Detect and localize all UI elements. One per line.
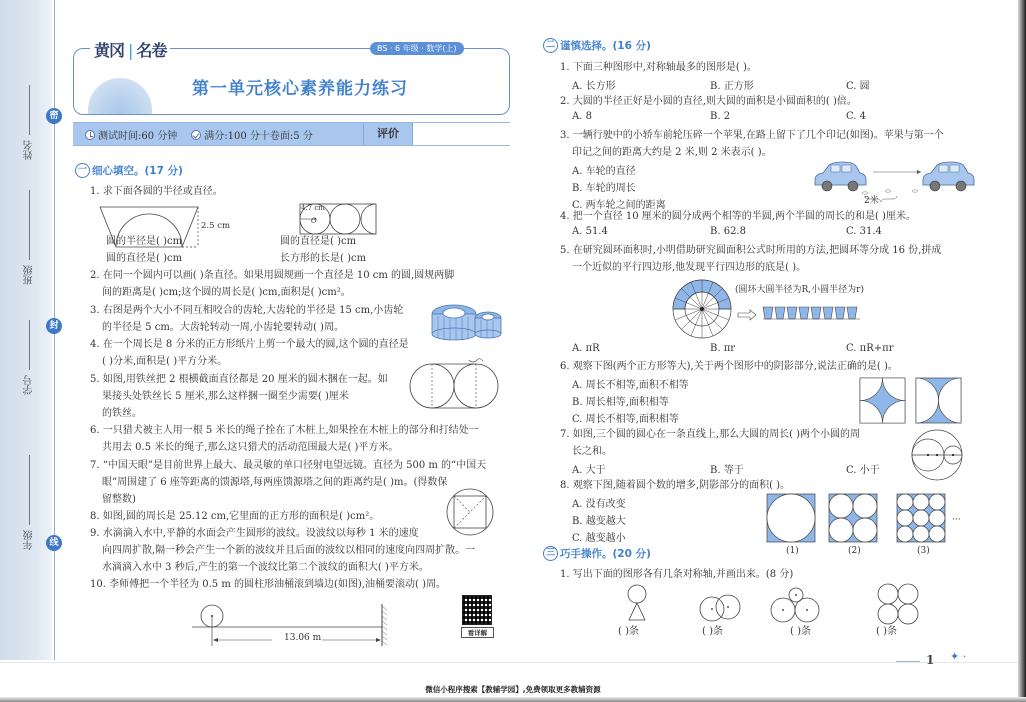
s1-q1-stem: 1. 求下面各圆的半径或直径。	[90, 186, 223, 197]
binding-margin	[0, 0, 52, 660]
s1-q6-line1: 6. 一只猎犬被主人用一根 5 米长的绳子拴在了木桩上,如果拴在木桩上的部分和打结处一	[90, 425, 479, 436]
q1-a1[interactable]: 圆的半径是( )cm	[106, 236, 183, 247]
s2-q7-option-a[interactable]: A. 大于	[572, 465, 606, 476]
s1-q9-line3[interactable]: 水滴滴入水中 3 秒后,产生的第一个波纹比第二个波纹的面积大( )平方米。	[102, 562, 429, 573]
s2-q4-stem: 4. 把一个直径 10 厘米的圆分成两个相等的半圆,两个半圆的周长的和是( )厘米。	[560, 211, 916, 222]
q10-distance-label: 13.06 m	[284, 633, 322, 643]
section3-heading	[543, 546, 651, 561]
s2-q8-option-b[interactable]: B. 越变越大	[572, 516, 626, 527]
page-divider	[0, 662, 1018, 663]
section1-title: 细心填空。(17 分)	[92, 165, 183, 177]
field-id-line[interactable]	[29, 320, 30, 370]
clock-icon	[85, 130, 95, 140]
s2-q8-fig-label-2: (2)	[848, 546, 861, 556]
s2-q1-option-b[interactable]: B. 正方形	[710, 81, 754, 92]
q1-fig-b-label: 4.7 cm	[301, 204, 325, 212]
qr-code[interactable]	[462, 595, 492, 625]
field-name-line[interactable]	[29, 85, 30, 135]
s1-q4-line1: 4. 在一个周长是 8 分米的正方形纸片上剪一个最大的圆,这个圆的直径是	[90, 339, 409, 350]
s2-q5-figure-note: (圆环大圆半径为R,小圆半径为r)	[735, 285, 864, 295]
s2-q7-option-c[interactable]: C. 小于	[846, 465, 880, 476]
brand-logo	[90, 38, 170, 61]
seal-mi: 密	[46, 108, 62, 124]
s2-q4-option-a[interactable]: A. 51.4	[572, 226, 608, 237]
s2-q8-option-a[interactable]: A. 没有改变	[572, 499, 626, 510]
section-number-icon: 一	[75, 163, 90, 178]
qr-detail-label[interactable]: 看详解	[461, 627, 494, 638]
field-class-label: 班级	[24, 265, 35, 285]
s1-q2-line2[interactable]: 间的距离是( )cm;这个圆的周长是( )cm,面积是( )cm²。	[102, 287, 351, 298]
field-grade-line[interactable]	[29, 455, 30, 525]
s1-q7-line1: 7. “中国天眼”是目前世界上最大、最灵敏的单口径射电望远镜。直径为 500 m 的“中国天	[90, 460, 487, 471]
s2-q2-option-c[interactable]: C. 4	[846, 111, 867, 122]
s2-q1-stem: 1. 下面三种图形中,对称轴最多的图形是( )。	[560, 62, 757, 73]
page-num-rule-left	[896, 661, 920, 662]
figure-four-circles	[878, 584, 918, 624]
s2-q3-stem-line2: 印记之间的距离大约是 2 米,则 2 米表示( )。	[572, 147, 772, 158]
q1-fig-a-label: 2.5 cm	[201, 221, 231, 231]
scan-edge-bottom	[0, 697, 1026, 702]
seal-xian: 线	[46, 535, 62, 551]
s2-q7-option-b[interactable]: B. 等于	[710, 465, 744, 476]
s3-q1-stem: 1. 写出下面的图形各有几条对称轴,并画出来。(8 分)	[560, 569, 794, 580]
test-time	[85, 127, 177, 142]
gears-figure	[430, 302, 510, 347]
three-circles-figure	[911, 429, 967, 481]
s2-q4-option-c[interactable]: C. 31.4	[846, 226, 882, 237]
s3-q1-blank-1[interactable]: ( )条	[618, 626, 639, 637]
s2-q1-option-c[interactable]: C. 圆	[846, 81, 870, 92]
s1-q5-line3: 的铁丝。	[102, 408, 142, 419]
full-score-text: 满分:100 分十卷面:5 分	[204, 130, 313, 142]
s2-q1-option-a[interactable]: A. 长方形	[572, 81, 616, 92]
s1-q7-line2[interactable]: 眼”周围建了 6 座等距离的馈源塔,每两座馈源塔之间的距离约是( )m。(得数保	[102, 477, 448, 488]
s1-q9-line1: 9. 水滴滴入水中,平静的水面会产生圆形的波纹。设波纹以每秒 1 米的速度	[90, 528, 419, 539]
section-number-icon: 三	[543, 546, 558, 561]
s2-q4-option-b[interactable]: B. 62.8	[710, 226, 746, 237]
section-number-icon: 二	[543, 38, 558, 53]
star-decoration-icon: ✦ ·	[950, 650, 967, 663]
s2-q2-stem: 2. 大圆的半径正好是小圆的直径,则大圆的面积是小圆面积的( )倍。	[560, 96, 857, 107]
info-bar	[73, 122, 510, 146]
s2-q2-option-b[interactable]: B. 2	[710, 111, 731, 122]
s2-q3-option-b[interactable]: B. 车轮的周长	[572, 183, 636, 194]
s1-q4-line2[interactable]: ( )分米,面积是( )平方分米。	[102, 356, 228, 367]
s1-q5-line1: 5. 如图,用铁丝把 2 根横截面直径都是 20 厘米的圆木捆在一起。如	[90, 374, 388, 385]
s2-q6-option-b[interactable]: B. 周长相等,面积相等	[572, 397, 669, 408]
section2-heading	[543, 38, 651, 53]
s2-q5-option-c[interactable]: C. πR+πr	[846, 343, 894, 354]
s1-q7-line3: 留整数)	[102, 494, 136, 505]
s1-q10[interactable]: 10. 李师傅把一个半径为 0.5 m 的圆柱形油桶滚到墙边(如图),油桶要滚动( )周。	[90, 579, 446, 590]
check-icon	[191, 130, 201, 140]
rating-label: 评价	[363, 123, 413, 145]
section1-heading	[75, 163, 183, 178]
s2-q2-option-a[interactable]: A. 8	[572, 111, 592, 122]
figure-two-overlapping-circles	[700, 595, 740, 621]
s2-q5-option-b[interactable]: B. πr	[710, 343, 736, 354]
symmetry-figures	[600, 584, 900, 626]
brand-part1: 黄冈	[94, 41, 125, 60]
s2-q8-ellipsis: ···	[952, 515, 961, 525]
two-squares-figure	[860, 378, 970, 424]
circle-square-figure	[446, 488, 496, 538]
s2-q5-option-a[interactable]: A. πR	[572, 343, 600, 354]
brand-part2: 名卷	[136, 41, 167, 60]
field-id-label: 学号	[24, 375, 35, 395]
s1-q3-line2[interactable]: 的半径是 5 cm。大齿轮转动一周,小齿轮要转动( )周。	[102, 322, 344, 333]
s2-q6-stem: 6. 观察下图(两个正方形等大),关于两个图形中的阴影部分,说法正确的是( )。	[560, 361, 898, 372]
field-class-line[interactable]	[29, 190, 30, 260]
s2-q3-option-a[interactable]: A. 车轮的直径	[572, 166, 636, 177]
circles-in-square-figure	[767, 494, 967, 544]
q1-b1[interactable]: 圆的直径是( )cm	[280, 236, 357, 247]
s2-q3-figure-label: 2米	[864, 196, 879, 206]
s2-q8-stem: 8. 观察下图,随着圆个数的增多,阴影部分的面积( )。	[560, 480, 791, 491]
grade-badge: BS · 6 年级 · 数学(上)	[370, 42, 464, 55]
s3-q1-blank-2[interactable]: ( )条	[702, 626, 723, 637]
s1-q5-line2[interactable]: 果接头处铁丝长 5 厘米,那么这样捆一圈至少需要( )厘米	[102, 391, 349, 402]
page-title: 第一单元核心素养能力练习	[192, 79, 408, 99]
figure-circle-triangle	[628, 585, 646, 620]
s2-q6-option-a[interactable]: A. 周长不相等,面积不相等	[572, 380, 689, 391]
figure-three-circles	[771, 588, 819, 622]
car-right-icon	[923, 162, 974, 191]
seal-feng: 封	[46, 318, 62, 334]
s2-q6-option-c[interactable]: C. 周长不相等,面积相等	[572, 414, 679, 425]
s2-q8-fig-label-1: (1)	[786, 546, 799, 556]
brand-feather-icon: ❘	[124, 41, 137, 60]
section2-title: 谨慎选择。(16 分)	[560, 40, 651, 52]
s2-q5-stem-line2: 一个近似的平行四边形,他发现平行四边形的底是( )。	[572, 262, 807, 273]
s3-q1-blank-3[interactable]: ( )条	[790, 626, 811, 637]
s2-q3-stem-line1: 3. 一辆行驶中的小轿车前轮压碎一个苹果,在路上留下了几个印记(如图)。苹果与第一个	[560, 130, 944, 141]
s3-q1-blank-4[interactable]: ( )条	[876, 626, 897, 637]
car-left-icon	[815, 162, 866, 191]
field-name-label: 姓名	[24, 140, 35, 160]
q1-b2[interactable]: 长方形的长是( )cm	[280, 253, 367, 264]
s1-q2-line1: 2. 在同一个圆内可以画( )条直径。如果用圆规画一个直径是 10 cm 的圆,圆规两脚	[90, 270, 455, 281]
scan-edge-right	[1018, 0, 1026, 702]
test-time-text: 测试时间:60 分钟	[98, 130, 178, 142]
s1-q3-line1: 3. 右图是两个大小不同互相咬合的齿轮,大齿轮的半径是 15 cm,小齿轮	[90, 305, 404, 316]
footer-note: 微信小程序搜索【教辅学园】,免费领取更多教辅资源	[425, 685, 601, 694]
s2-q3-option-c[interactable]: C. 两车轮之间的距离	[572, 200, 666, 211]
page-number: 1	[926, 653, 935, 667]
full-score	[191, 127, 313, 142]
logs-figure	[405, 358, 515, 413]
s2-q7-stem-line1: 7. 如图,三个圆的圆心在一条直线上,那么大圆的周长( )两个小圆的周	[560, 429, 861, 440]
s1-q9-line2: 向四周扩散,隔一秒会产生一个新的波纹并且后面的波纹以相同的速度向四周扩散。一	[102, 545, 476, 556]
s2-q8-fig-label-3: (3)	[917, 546, 930, 556]
section3-title: 巧手操作。(20 分)	[560, 548, 651, 560]
q1-fig-b-center: O	[311, 217, 317, 225]
s1-q8[interactable]: 8. 如图,圆的周长是 25.12 cm,它里面的正方形的面积是( )cm²。	[90, 511, 380, 522]
field-grade-label: 年级	[24, 530, 35, 550]
s2-q5-stem-line1: 5. 在研究圆环面积时,小明借助研究圆面积公式时所用的方法,把圆环等分成 16 份,拼成	[560, 245, 942, 256]
q1-a2[interactable]: 圆的直径是( )cm	[106, 253, 183, 264]
s2-q7-stem-line2: 长之和。	[572, 446, 612, 457]
cars-figure	[813, 160, 973, 200]
s1-q6-line2[interactable]: 共用去 0.5 米长的绳子,那么这只猎犬的活动范围最大是( )平方米。	[102, 442, 399, 453]
s2-q8-option-c[interactable]: C. 越变越小	[572, 533, 626, 544]
